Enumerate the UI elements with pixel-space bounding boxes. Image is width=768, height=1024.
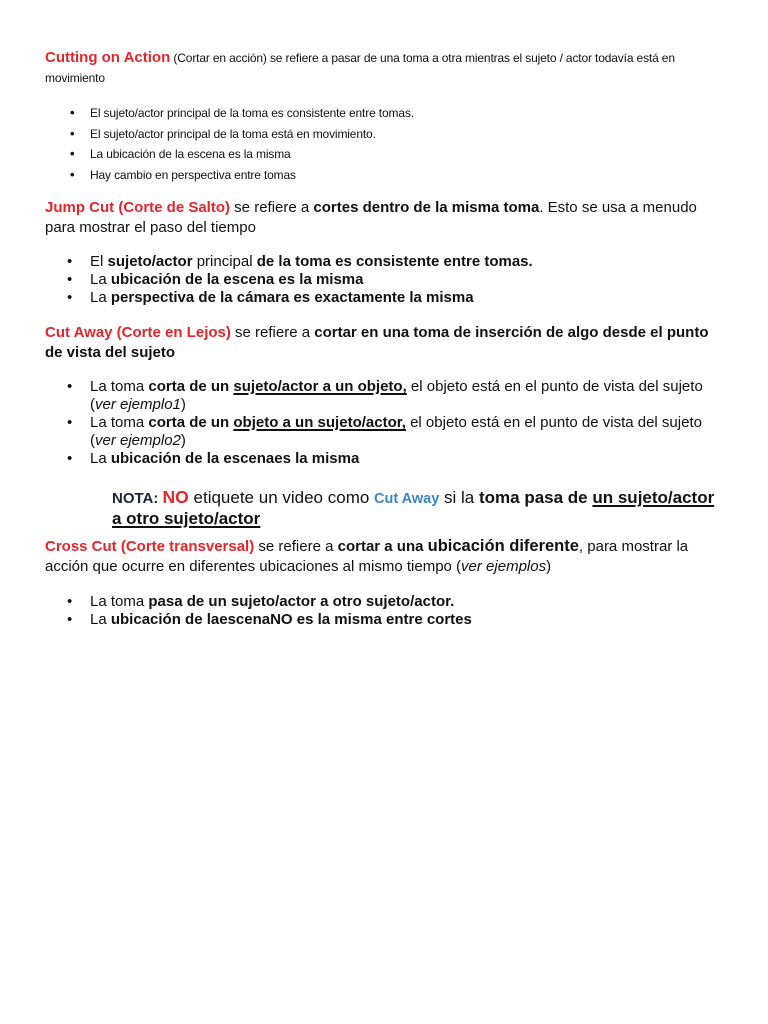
note-term: Cut Away: [374, 491, 440, 507]
list-item-text: La: [90, 271, 111, 288]
cross-cut-definition: [45, 537, 725, 576]
list-item-text: La toma: [90, 378, 149, 395]
list-item: [90, 271, 722, 289]
list-item-text: ): [180, 432, 186, 449]
definition-text: se refiere a: [254, 538, 338, 555]
definition-emphasis: cortes dentro de la misma toma: [313, 199, 540, 216]
list-item-text: el objeto está en el punto de vista del sujeto (: [90, 414, 702, 449]
term-title: Cut Away (Corte en Lejos): [45, 324, 231, 341]
list-item-emphasis: corta de un: [148, 378, 234, 395]
jump-cut-list: [90, 253, 722, 307]
list-item-text: El: [90, 253, 108, 270]
list-item-emphasis: perspectiva de la cámara es exactamente la misma: [110, 289, 474, 306]
cutting-on-action-definition: [45, 48, 710, 88]
note-emphasis: toma pasa de: [478, 488, 593, 507]
list-item: [90, 144, 720, 165]
list-item-underlined: sujeto/actor a un objeto,: [233, 378, 407, 395]
example-reference: ver ejemplo1: [95, 396, 181, 413]
list-item: [90, 378, 722, 414]
list-item-emphasis: corta de un: [148, 414, 234, 431]
list-item-text: el objeto está en el punto de vista del sujeto (: [90, 378, 703, 413]
jump-cut-definition: [45, 198, 725, 238]
definition-text: ): [546, 557, 552, 575]
definition-text: se refiere a: [230, 324, 315, 341]
list-item-underlined: objeto a un sujeto/actor,: [233, 414, 406, 431]
note-text: etiquete un video como: [188, 488, 375, 507]
note-callout: [112, 487, 724, 529]
list-item: [90, 124, 720, 145]
list-item-emphasis: ubicación de la escenaes la misma: [110, 450, 360, 467]
list-item: [90, 611, 722, 629]
definition-emphasis-large: ubicación diferente: [427, 537, 579, 555]
definition-text: se refiere a: [230, 199, 314, 216]
note-underlined: un sujeto/actor a otro sujeto/actor: [112, 488, 715, 528]
definition-text: , para mostrar la acción que ocurre en diferentes ubicaciones al mismo tiempo (: [45, 538, 689, 575]
example-reference: ver ejemplo2: [95, 432, 181, 449]
definition-emphasis: cortar en una toma de inserción de algo desde el punto de vista del sujeto: [45, 324, 709, 361]
list-item-text: principal: [192, 253, 257, 270]
list-item: [90, 450, 722, 468]
list-item-text: La toma: [90, 593, 149, 610]
list-item-text: La: [90, 450, 111, 467]
list-item-emphasis: ubicación de la escena es la misma: [110, 271, 364, 288]
list-item-text: Hay cambio en perspectiva entre tomas: [90, 168, 296, 183]
list-item: [90, 253, 722, 271]
list-item: [90, 289, 722, 307]
term-title: Jump Cut (Corte de Salto): [45, 199, 231, 216]
definition-text: . Esto se usa a menudo para mostrar el paso del tiempo: [45, 199, 697, 236]
list-item: [90, 103, 720, 124]
list-item-text: La toma: [90, 414, 149, 431]
list-item: [90, 414, 722, 450]
cross-cut-list: [90, 593, 722, 629]
cut-away-list: [90, 378, 722, 468]
term-title: Cross Cut (Corte transversal): [45, 538, 255, 555]
list-item-text: La: [90, 289, 111, 306]
example-reference: ver ejemplos: [461, 557, 547, 575]
note-text: si la: [439, 488, 479, 507]
term-title: Cutting on Action: [45, 49, 171, 66]
list-item-emphasis: ubicación de laescenaNO es la misma entre cortes: [110, 611, 472, 628]
list-item-emphasis: de la toma es consistente entre tomas.: [256, 253, 533, 270]
list-item-text: El sujeto/actor principal de la toma es consistente entre tomas.: [90, 106, 414, 120]
definition-text: (Cortar en acción) se refiere a pasar de una toma a otra mientras el sujeto / actor todavía está en movimiento: [45, 51, 675, 85]
cut-away-definition: [45, 323, 725, 362]
note-warning: NO: [162, 487, 189, 507]
list-item-text: La: [90, 611, 111, 628]
definition-emphasis: cortar a una: [337, 538, 428, 555]
list-item-text: ): [180, 396, 186, 413]
list-item-text: La ubicación de la escena es la misma: [90, 147, 291, 162]
cutting-on-action-list: [90, 103, 720, 186]
list-item-text: El sujeto/actor principal de la toma está en movimiento.: [90, 126, 376, 141]
list-item: [90, 593, 722, 611]
list-item-emphasis: sujeto/actor: [107, 253, 193, 270]
note-label: NOTA:: [112, 490, 163, 507]
list-item-emphasis: pasa de un sujeto/actor a otro sujeto/actor.: [148, 593, 455, 610]
list-item: [90, 165, 720, 186]
